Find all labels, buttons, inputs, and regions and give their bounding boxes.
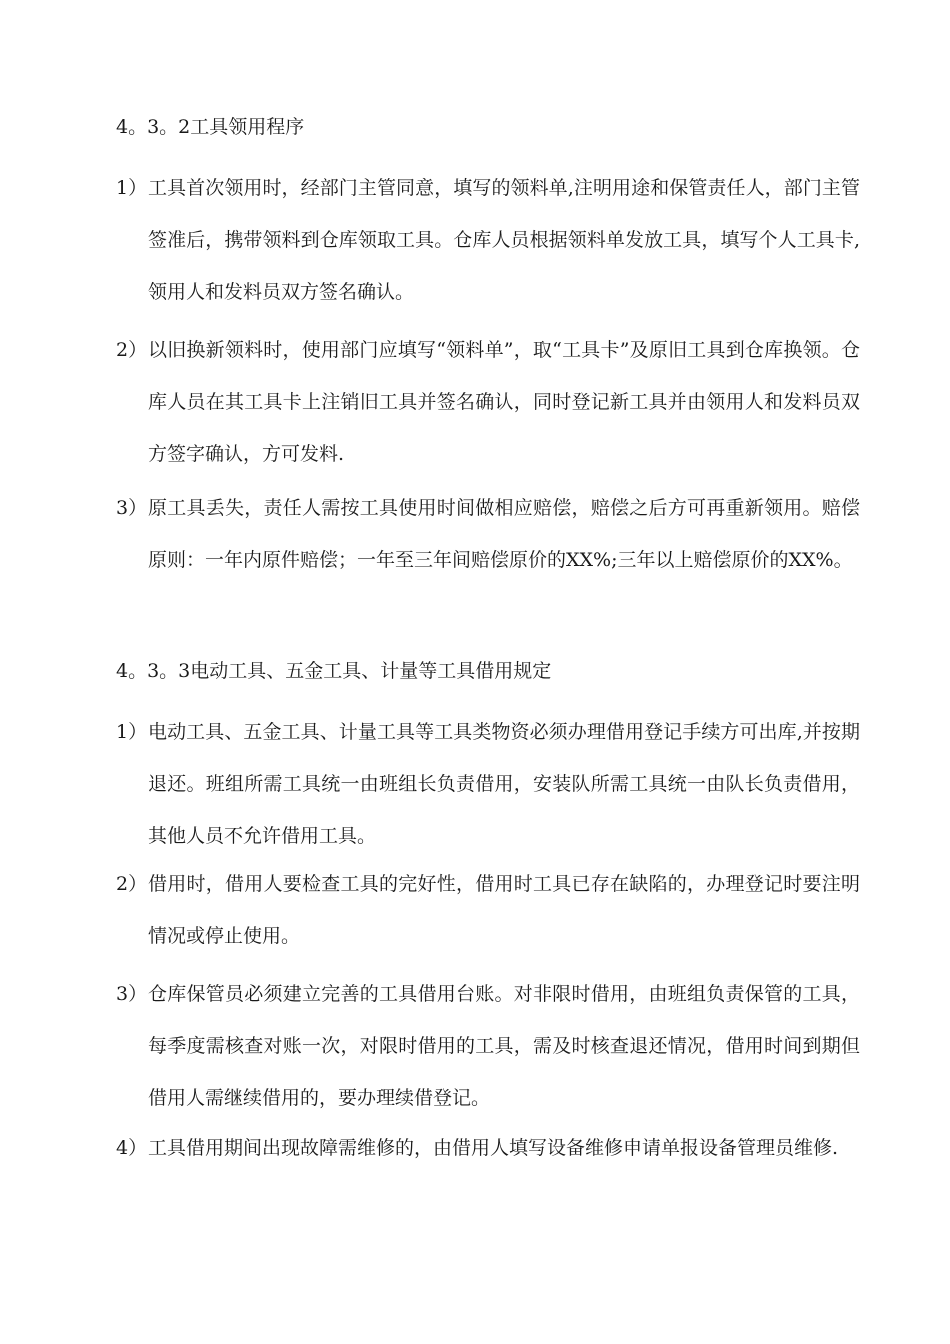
item-text: 仓库保管员必须建立完善的工具借用台账。对非限时借用，由班组负责保管的工具，每季度需核查对账一次，对限时借用的工具，需及时核查退还情况，借用时间到期但借用人需继续借用的，要办理续借登记。 <box>148 983 860 1109</box>
section-heading: 4。3。2工具领用程序 <box>116 116 305 138</box>
item-number: 1） <box>116 721 148 743</box>
item-text: 以旧换新领料时，使用部门应填写“领料单”，取“工具卡”及原旧工具到仓库换领。仓库人员在其工具卡上注销旧工具并签名确认，同时登记新工具并由领用人和发料员双方签字确认，方可发料. <box>148 339 860 465</box>
section-heading: 4。3。3电动工具、五金工具、计量等工具借用规定 <box>116 660 552 682</box>
item-number: 2） <box>116 873 148 895</box>
item-text: 借用时，借用人要检查工具的完好性，借用时工具已存在缺陷的，办理登记时要注明情况或停止使用。 <box>148 873 860 947</box>
item-text: 原工具丢失，责任人需按工具使用时间做相应赔偿，赔偿之后方可再重新领用。赔偿原则：一年内原件赔偿；一年至三年间赔偿原价的XX%;三年以上赔偿原价的XX%。 <box>148 497 860 571</box>
item-number: 1） <box>116 177 148 199</box>
item-number: 3） <box>116 497 148 519</box>
item-number: 3） <box>116 983 148 1005</box>
item-text: 电动工具、五金工具、计量工具等工具类物资必须办理借用登记手续方可出库,并按期退还。班组所需工具统一由班组长负责借用，安装队所需工具统一由队长负责借用，其他人员不允许借用工具。 <box>148 721 860 847</box>
item-text: 工具借用期间出现故障需维修的，由借用人填写设备维修申请单报设备管理员维修. <box>148 1137 839 1159</box>
item-text: 工具首次领用时，经部门主管同意，填写的领料单,注明用途和保管责任人，部门主管签准后，携带领料到仓库领取工具。仓库人员根据领料单发放工具，填写个人工具卡,领用人和发料员双方签名确认。 <box>148 177 860 303</box>
item-number: 4） <box>116 1137 148 1159</box>
item-number: 2） <box>116 339 148 361</box>
